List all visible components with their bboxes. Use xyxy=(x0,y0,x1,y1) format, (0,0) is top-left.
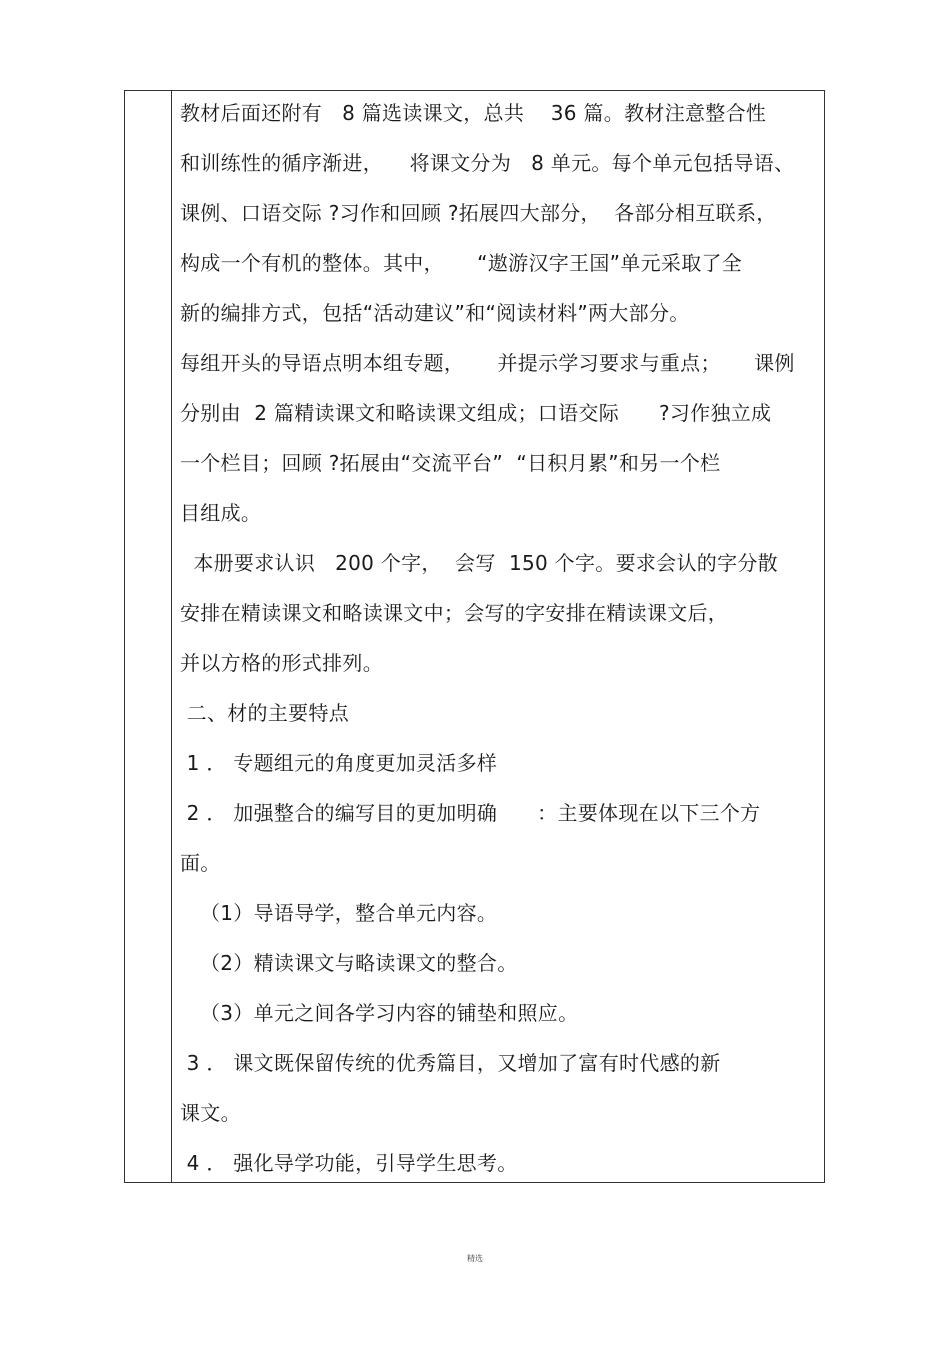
text-line: 一个栏目；回顾 ?拓展由“交流平台” “日积月累”和另一个栏 xyxy=(180,451,721,475)
list-item: 1 ． 专题组元的角度更加灵活多样 xyxy=(180,751,498,775)
sub-list-item: （1）导语导学，整合单元内容。 xyxy=(180,901,498,925)
sub-list-item: （3）单元之间各学习内容的铺垫和照应。 xyxy=(180,1001,579,1025)
footer-label: 精选 xyxy=(467,1254,483,1263)
text-line: 课文。 xyxy=(180,1101,241,1125)
text-line: 分别由 2 篇精读课文和略读课文组成；口语交际 ?习作独立成 xyxy=(180,401,772,425)
sub-list-item: （2）精读课文与略读课文的整合。 xyxy=(180,951,518,975)
text-line: 并以方格的形式排列。 xyxy=(180,651,383,675)
text-line: 目组成。 xyxy=(180,501,262,525)
text-line: 和训练性的循序渐进， 将课文分为 8 单元。每个单元包括导语、 xyxy=(180,151,795,175)
text-line: 新的编排方式，包括“活动建议”和“阅读材料”两大部分。 xyxy=(180,301,690,325)
list-item: 2 ． 加强整合的编写目的更加明确 ：主要体现在以下三个方 xyxy=(180,801,761,825)
text-line: 本册要求认识 200 个字， 会写 150 个字。要求会认的字分散 xyxy=(180,551,778,575)
list-item: 3 ． 课文既保留传统的优秀篇目，又增加了富有时代感的新 xyxy=(180,1051,721,1075)
table-column-divider xyxy=(171,90,172,1183)
text-line: 教材后面还附有 8 篇选读课文，总共 36 篇。教材注意整合性 xyxy=(180,101,767,125)
text-line: 安排在精读课文和略读课文中；会写的字安排在精读课文后， xyxy=(180,601,729,625)
text-line: 课例、口语交际 ?习作和回顾 ?拓展四大部分， 各部分相互联系， xyxy=(180,201,777,225)
text-line: 构成一个有机的整体。其中， “遨游汉字王国”单元采取了全 xyxy=(180,251,743,275)
text-line: 每组开头的导语点明本组专题， 并提示学习要求与重点； 课例 xyxy=(180,351,795,375)
text-line: 面。 xyxy=(180,851,221,875)
list-item: 4 ． 强化导学功能，引导学生思考。 xyxy=(180,1151,518,1175)
section-heading: 二、材的主要特点 xyxy=(180,701,350,725)
